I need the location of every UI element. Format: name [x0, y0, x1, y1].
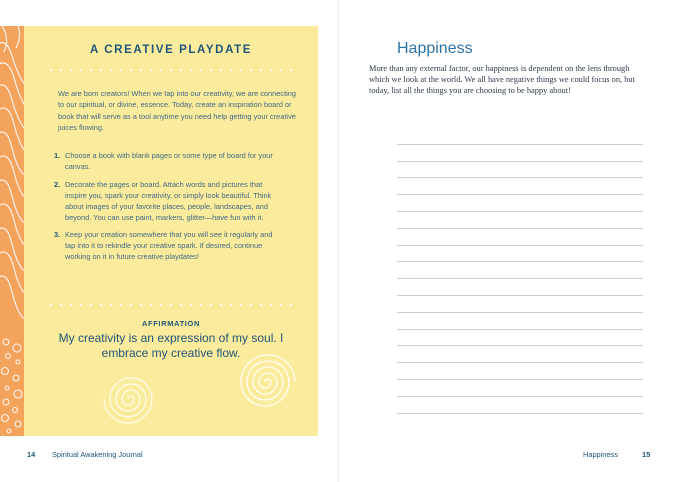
- wavy-line-pattern: [0, 26, 24, 436]
- dotted-divider-bottom: [46, 304, 296, 306]
- writing-line[interactable]: [397, 195, 643, 212]
- circle-pattern: [2, 339, 23, 433]
- step-item-3: [54, 229, 304, 263]
- step-text: Decorate the pages or board. Attach words and pictures that inspire you, spark your creativity, or simply look beautiful. Think about images of your favorite places, people, landscapes, and beyond. You can use paint, markers, glitter—have fun with it.: [65, 179, 272, 223]
- writing-line[interactable]: [397, 397, 643, 414]
- running-head-right: Happiness: [583, 450, 618, 459]
- page-number-right: 15: [642, 450, 651, 459]
- step-number: 1.: [54, 151, 61, 160]
- writing-line[interactable]: [397, 380, 643, 397]
- writing-line[interactable]: [397, 330, 643, 347]
- step-text: Keep your creation somewhere that you will see it regularly and tap into it to rekindle your creative spark. If desired, continue working on it in future creative playdates!: [65, 229, 273, 262]
- step-number: 2.: [54, 179, 61, 189]
- writing-line[interactable]: [397, 346, 643, 363]
- affirmation-text: My creativity is an expression of my soul. I embrace my creative flow.: [58, 331, 284, 360]
- running-head-left: Spiritual Awakening Journal: [52, 450, 143, 459]
- writing-line[interactable]: [397, 313, 643, 330]
- prompt-heading: Happiness: [397, 40, 473, 57]
- step-text: Choose a book with blank pages or some type of board for your canvas.: [65, 151, 273, 172]
- activity-intro: We are born creators! When we tap into our creativity, we are connecting to our spiritual, or divine, essence. Today, create an inspiration board or book that will serve as a tool anytime you need help getting your creative juices flowing.: [58, 89, 296, 132]
- writing-line[interactable]: [397, 363, 643, 380]
- writing-line[interactable]: [397, 178, 643, 195]
- activity-steps: [54, 150, 304, 263]
- step-item-1: [54, 150, 304, 173]
- writing-line[interactable]: [397, 246, 643, 263]
- writing-line[interactable]: [397, 279, 643, 296]
- step-item-2: [54, 179, 304, 224]
- writing-line[interactable]: [397, 128, 643, 145]
- dotted-divider-top: [46, 69, 296, 71]
- swirl-flower-icon: [100, 368, 162, 430]
- writing-line[interactable]: [397, 145, 643, 162]
- page-gutter: [338, 0, 339, 482]
- writing-line[interactable]: [397, 262, 643, 279]
- activity-title: A CREATIVE PLAYDATE: [89, 44, 253, 56]
- writing-lines[interactable]: [397, 128, 643, 414]
- writing-line[interactable]: [397, 229, 643, 246]
- writing-line[interactable]: [397, 296, 643, 313]
- decorative-pattern-strip: [0, 26, 24, 436]
- writing-line[interactable]: [397, 162, 643, 179]
- step-number: 3.: [54, 229, 61, 239]
- writing-line[interactable]: [397, 212, 643, 229]
- page-number-left: 14: [27, 450, 36, 459]
- prompt-text: More than any external factor, our happiness is dependent on the lens through which we look at the world. We all have negative things we could focus on, but today, list all the things you are choosing to be happy about!: [369, 64, 635, 96]
- affirmation-heading: AFFIRMATION: [141, 319, 201, 328]
- swirl-flower-icon: [232, 346, 304, 418]
